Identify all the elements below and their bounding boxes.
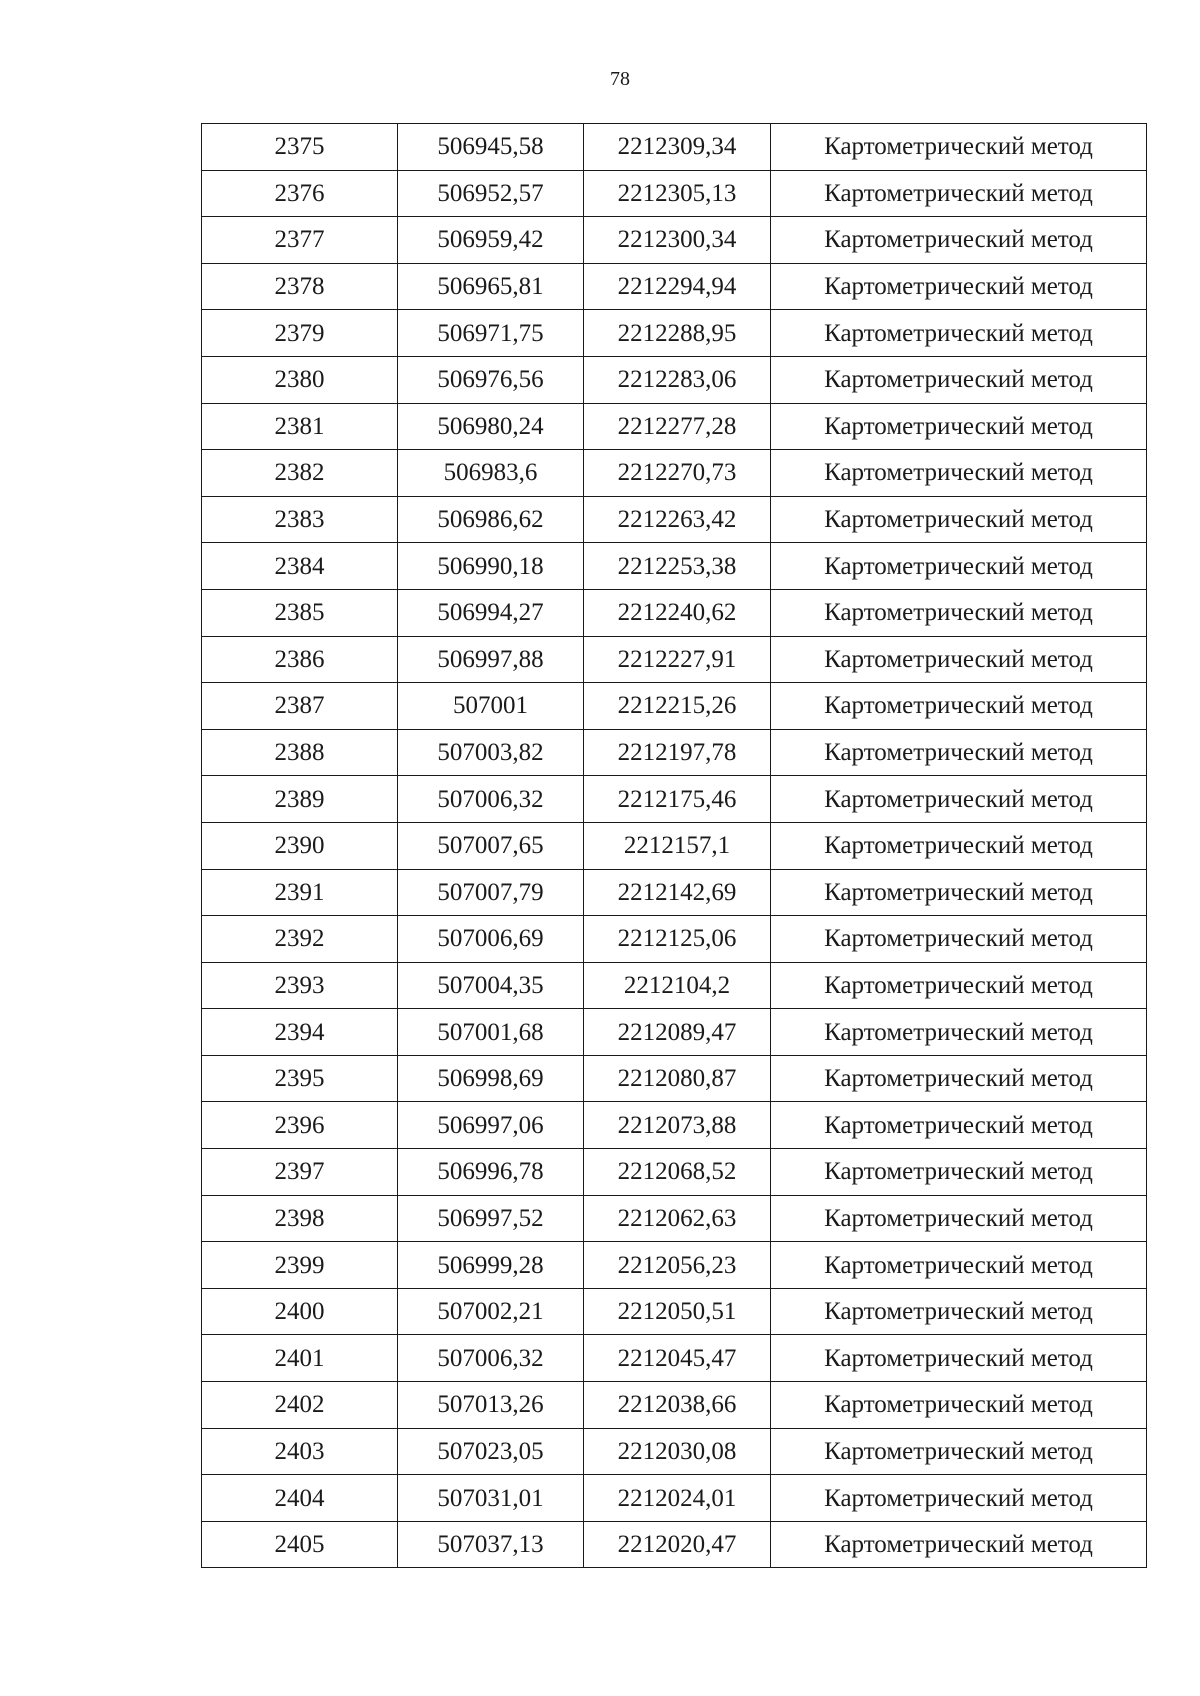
x-coordinate-cell: 506976,56 (398, 356, 584, 403)
y-coordinate-cell: 2212062,63 (584, 1195, 771, 1242)
point-number-cell: 2405 (202, 1521, 398, 1568)
x-coordinate-cell: 506990,18 (398, 543, 584, 590)
point-number-cell: 2385 (202, 589, 398, 636)
x-coordinate-cell: 506997,52 (398, 1195, 584, 1242)
x-coordinate-cell: 506997,06 (398, 1102, 584, 1149)
y-coordinate-cell: 2212157,1 (584, 822, 771, 869)
x-coordinate-cell: 507007,79 (398, 869, 584, 916)
x-coordinate-cell: 506996,78 (398, 1149, 584, 1196)
x-coordinate-cell: 506952,57 (398, 170, 584, 217)
point-number-cell: 2402 (202, 1382, 398, 1429)
table-row (202, 124, 1147, 171)
y-coordinate-cell: 2212197,78 (584, 729, 771, 776)
coordinates-table (201, 123, 1147, 1568)
x-coordinate-cell: 507031,01 (398, 1475, 584, 1522)
y-coordinate-cell: 2212050,51 (584, 1288, 771, 1335)
point-number-cell: 2384 (202, 543, 398, 590)
point-number-cell: 2392 (202, 916, 398, 963)
point-number-cell: 2391 (202, 869, 398, 916)
method-cell: Картометрический метод (771, 822, 1147, 869)
table-row (202, 1428, 1147, 1475)
method-cell: Картометрический метод (771, 1382, 1147, 1429)
x-coordinate-cell: 506959,42 (398, 217, 584, 264)
method-cell: Картометрический метод (771, 543, 1147, 590)
method-cell: Картометрический метод (771, 916, 1147, 963)
y-coordinate-cell: 2212056,23 (584, 1242, 771, 1289)
method-cell: Картометрический метод (771, 403, 1147, 450)
y-coordinate-cell: 2212263,42 (584, 496, 771, 543)
method-cell: Картометрический метод (771, 356, 1147, 403)
table-row (202, 1521, 1147, 1568)
method-cell: Картометрический метод (771, 1195, 1147, 1242)
y-coordinate-cell: 2212104,2 (584, 962, 771, 1009)
y-coordinate-cell: 2212080,87 (584, 1055, 771, 1102)
y-coordinate-cell: 2212253,38 (584, 543, 771, 590)
x-coordinate-cell: 507013,26 (398, 1382, 584, 1429)
method-cell: Картометрический метод (771, 124, 1147, 171)
point-number-cell: 2386 (202, 636, 398, 683)
method-cell: Картометрический метод (771, 962, 1147, 1009)
point-number-cell: 2379 (202, 310, 398, 357)
y-coordinate-cell: 2212270,73 (584, 450, 771, 497)
point-number-cell: 2388 (202, 729, 398, 776)
x-coordinate-cell: 507006,32 (398, 776, 584, 823)
y-coordinate-cell: 2212038,66 (584, 1382, 771, 1429)
point-number-cell: 2397 (202, 1149, 398, 1196)
point-number-cell: 2378 (202, 263, 398, 310)
point-number-cell: 2389 (202, 776, 398, 823)
point-number-cell: 2398 (202, 1195, 398, 1242)
method-cell: Картометрический метод (771, 729, 1147, 776)
x-coordinate-cell: 507007,65 (398, 822, 584, 869)
table-row (202, 1382, 1147, 1429)
method-cell: Картометрический метод (771, 450, 1147, 497)
table-row (202, 1149, 1147, 1196)
method-cell: Картометрический метод (771, 1521, 1147, 1568)
table-row (202, 1009, 1147, 1056)
x-coordinate-cell: 506965,81 (398, 263, 584, 310)
table-row (202, 543, 1147, 590)
point-number-cell: 2376 (202, 170, 398, 217)
y-coordinate-cell: 2212175,46 (584, 776, 771, 823)
x-coordinate-cell: 507004,35 (398, 962, 584, 1009)
point-number-cell: 2382 (202, 450, 398, 497)
table-row (202, 869, 1147, 916)
point-number-cell: 2394 (202, 1009, 398, 1056)
point-number-cell: 2400 (202, 1288, 398, 1335)
coordinates-table-body (202, 124, 1147, 1568)
method-cell: Картометрический метод (771, 217, 1147, 264)
table-row (202, 1055, 1147, 1102)
method-cell: Картометрический метод (771, 1149, 1147, 1196)
table-row (202, 496, 1147, 543)
method-cell: Картометрический метод (771, 1335, 1147, 1382)
point-number-cell: 2401 (202, 1335, 398, 1382)
y-coordinate-cell: 2212020,47 (584, 1521, 771, 1568)
table-row (202, 636, 1147, 683)
point-number-cell: 2383 (202, 496, 398, 543)
method-cell: Картометрический метод (771, 263, 1147, 310)
point-number-cell: 2399 (202, 1242, 398, 1289)
table-row (202, 1102, 1147, 1149)
point-number-cell: 2393 (202, 962, 398, 1009)
y-coordinate-cell: 2212240,62 (584, 589, 771, 636)
table-row (202, 916, 1147, 963)
table-row (202, 1335, 1147, 1382)
table-row (202, 822, 1147, 869)
y-coordinate-cell: 2212030,08 (584, 1428, 771, 1475)
x-coordinate-cell: 506997,88 (398, 636, 584, 683)
y-coordinate-cell: 2212309,34 (584, 124, 771, 171)
y-coordinate-cell: 2212305,13 (584, 170, 771, 217)
point-number-cell: 2377 (202, 217, 398, 264)
point-number-cell: 2395 (202, 1055, 398, 1102)
table-row (202, 450, 1147, 497)
point-number-cell: 2380 (202, 356, 398, 403)
y-coordinate-cell: 2212089,47 (584, 1009, 771, 1056)
method-cell: Картометрический метод (771, 1055, 1147, 1102)
table-row (202, 729, 1147, 776)
y-coordinate-cell: 2212215,26 (584, 683, 771, 730)
point-number-cell: 2381 (202, 403, 398, 450)
method-cell: Картометрический метод (771, 589, 1147, 636)
y-coordinate-cell: 2212068,52 (584, 1149, 771, 1196)
y-coordinate-cell: 2212277,28 (584, 403, 771, 450)
table-row (202, 403, 1147, 450)
table-row (202, 1195, 1147, 1242)
method-cell: Картометрический метод (771, 1475, 1147, 1522)
point-number-cell: 2396 (202, 1102, 398, 1149)
y-coordinate-cell: 2212125,06 (584, 916, 771, 963)
y-coordinate-cell: 2212142,69 (584, 869, 771, 916)
point-number-cell: 2390 (202, 822, 398, 869)
y-coordinate-cell: 2212300,34 (584, 217, 771, 264)
table-row (202, 263, 1147, 310)
method-cell: Картометрический метод (771, 636, 1147, 683)
x-coordinate-cell: 507006,69 (398, 916, 584, 963)
y-coordinate-cell: 2212073,88 (584, 1102, 771, 1149)
table-row (202, 217, 1147, 264)
page-number: 78 (610, 68, 630, 90)
x-coordinate-cell: 507023,05 (398, 1428, 584, 1475)
x-coordinate-cell: 506983,6 (398, 450, 584, 497)
x-coordinate-cell: 506945,58 (398, 124, 584, 171)
point-number-cell: 2387 (202, 683, 398, 730)
table-row (202, 310, 1147, 357)
method-cell: Картометрический метод (771, 1288, 1147, 1335)
x-coordinate-cell: 506999,28 (398, 1242, 584, 1289)
x-coordinate-cell: 506986,62 (398, 496, 584, 543)
method-cell: Картометрический метод (771, 776, 1147, 823)
point-number-cell: 2375 (202, 124, 398, 171)
y-coordinate-cell: 2212227,91 (584, 636, 771, 683)
table-row (202, 683, 1147, 730)
method-cell: Картометрический метод (771, 170, 1147, 217)
method-cell: Картометрический метод (771, 496, 1147, 543)
point-number-cell: 2404 (202, 1475, 398, 1522)
x-coordinate-cell: 506971,75 (398, 310, 584, 357)
method-cell: Картометрический метод (771, 869, 1147, 916)
y-coordinate-cell: 2212024,01 (584, 1475, 771, 1522)
method-cell: Картометрический метод (771, 1102, 1147, 1149)
y-coordinate-cell: 2212045,47 (584, 1335, 771, 1382)
x-coordinate-cell: 507006,32 (398, 1335, 584, 1382)
table-row (202, 776, 1147, 823)
x-coordinate-cell: 506980,24 (398, 403, 584, 450)
y-coordinate-cell: 2212294,94 (584, 263, 771, 310)
y-coordinate-cell: 2212288,95 (584, 310, 771, 357)
table-row (202, 962, 1147, 1009)
table-row (202, 170, 1147, 217)
x-coordinate-cell: 507002,21 (398, 1288, 584, 1335)
x-coordinate-cell: 506994,27 (398, 589, 584, 636)
table-row (202, 1288, 1147, 1335)
method-cell: Картометрический метод (771, 1009, 1147, 1056)
table-row (202, 1242, 1147, 1289)
method-cell: Картометрический метод (771, 310, 1147, 357)
x-coordinate-cell: 507001,68 (398, 1009, 584, 1056)
x-coordinate-cell: 506998,69 (398, 1055, 584, 1102)
point-number-cell: 2403 (202, 1428, 398, 1475)
method-cell: Картометрический метод (771, 1428, 1147, 1475)
y-coordinate-cell: 2212283,06 (584, 356, 771, 403)
x-coordinate-cell: 507003,82 (398, 729, 584, 776)
method-cell: Картометрический метод (771, 1242, 1147, 1289)
table-row (202, 356, 1147, 403)
method-cell: Картометрический метод (771, 683, 1147, 730)
x-coordinate-cell: 507037,13 (398, 1521, 584, 1568)
table-row (202, 589, 1147, 636)
table-row (202, 1475, 1147, 1522)
x-coordinate-cell: 507001 (398, 683, 584, 730)
